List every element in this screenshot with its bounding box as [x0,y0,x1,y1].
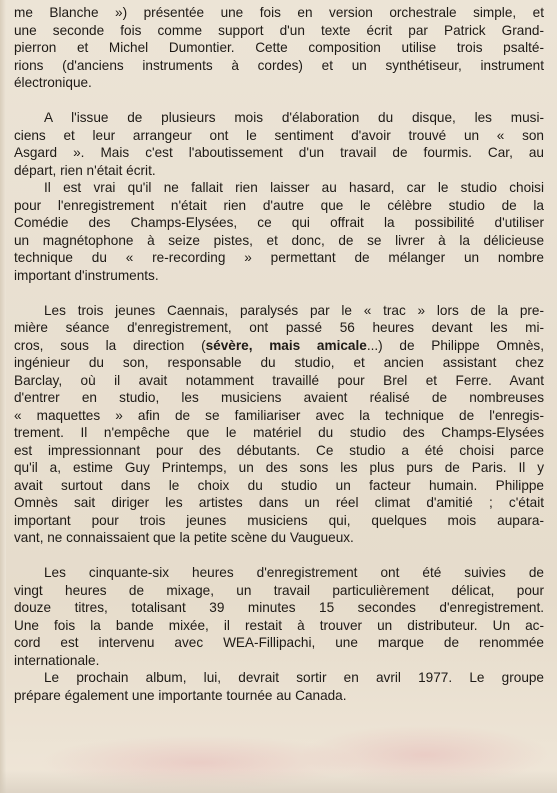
paragraph-gap [14,547,544,565]
text-line: prépare également une importante tournée au Canada. [14,687,347,703]
text-line: « maquettes » afin de se familiariser avec la technique de l'enregis- [14,407,544,423]
paragraph-4 [14,302,544,547]
text-line: Les trois jeunes Caennais, paralysés par le « trac » lors de la pre- [44,302,544,318]
text-fragment: cros, sous la direction ( [14,337,206,353]
emphasis: sévère, mais amicale [205,337,367,353]
text-line: départ, rien n'était écrit. [14,162,156,178]
text-line: est impressionnant pour des débutants. Ce studio a été choisi parce [14,442,544,458]
text-line: mière séance d'enregistrement, ont passé 56 heures devant les mi- [14,320,544,335]
text-line: ciens et leur arrangeur ont le sentiment d'avoir trouvé un « son [14,127,544,143]
text-line: trement. Il n'empêche que le matériel du studio des Champs-Elysées [14,425,544,440]
text-line: une seconde fois comme support d'un texte écrit par Patrick Grand- [14,22,544,38]
text-line: Barclay, où il avait notamment travaillé pour Brel et Ferre. Avant [14,372,544,388]
text-line: Comédie des Champs-Elysées, ce qui offrait la possibilité d'utiliser [14,215,544,230]
text-line: me Blanche ») présentée une fois en version orchestrale simple, et [14,5,544,20]
paper-edge [0,0,6,793]
text-line: A l'issue de plusieurs mois d'élaboration du disque, les musi- [44,110,544,125]
text-line [14,337,544,355]
text-line: cord est intervenu avec WEA-Fillipachi, une marque de renommée [14,635,544,650]
text-line: qu'il a, estime Guy Printemps, un des sons les plus purs de Paris. Il y [14,460,544,475]
paragraph-3 [14,179,544,284]
text-line: pierron et Michel Dumontier. Cette composition utilise trois psalté- [14,40,544,55]
text-line: Le prochain album, lui, devrait sortir en avril 1977. Le groupe [44,670,544,685]
text-line: Il est vrai qu'il ne fallait rien laisser au hasard, car le studio choisi [44,180,544,195]
text-line: Asgard ». Mais c'est l'aboutissement d'un travail de fourmis. Car, au [14,145,544,160]
text-line: d'entrer en studio, les musiciens avaient réalisé de nombreuses [14,390,544,405]
text-line: important d'instruments. [14,267,159,283]
text-line: un magnétophone à seize pistes, et donc, de se livrer à la délicieuse [14,232,544,248]
text-line: pour l'enregistrement n'était rien d'autre que le célèbre studio de la [14,197,544,213]
paragraph-1 [14,4,544,92]
paragraph-6 [14,669,544,704]
article-body [14,4,544,704]
text-line: rions (d'anciens instruments à cordes) et un synthétiseur, instrument [14,57,544,73]
paragraph-5 [14,564,544,669]
text-line: ingénieur du son, responsable du studio, et ancien assistant chez [14,355,544,370]
text-line: avait surtout dans le choix du studio un facteur humain. Philippe [14,477,544,493]
text-line: électronique. [14,75,92,90]
text-line: vingt heures de mixage, un travail particulièrement délicat, pour [14,582,544,598]
torn-edge [0,770,557,793]
paragraph-gap [14,284,544,302]
paragraph-gap [14,92,544,110]
text-line: Omnès sait diriger les artistes dans un réel climat d'amitié ; c'était [14,495,544,510]
text-fragment: ...) de Philippe Omnès, [366,337,544,353]
paragraph-2 [14,109,544,179]
text-line: Les cinquante-six heures d'enregistrement ont été suivies de [44,565,544,580]
text-line: Une fois la bande mixée, il restait à trouver un distributeur. Un ac- [14,617,544,633]
text-line: important pour trois jeunes musiciens qui, quelques mois aupara- [14,512,544,528]
text-line: technique du « re-recording » permettant de mélanger un nombre [14,250,544,265]
text-line: vant, ne connaissaient que la petite scène du Vaugueux. [14,530,354,545]
text-line: douze titres, totalisant 39 minutes 15 secondes d'enregistrement. [14,600,544,615]
text-line: internationale. [14,652,100,668]
